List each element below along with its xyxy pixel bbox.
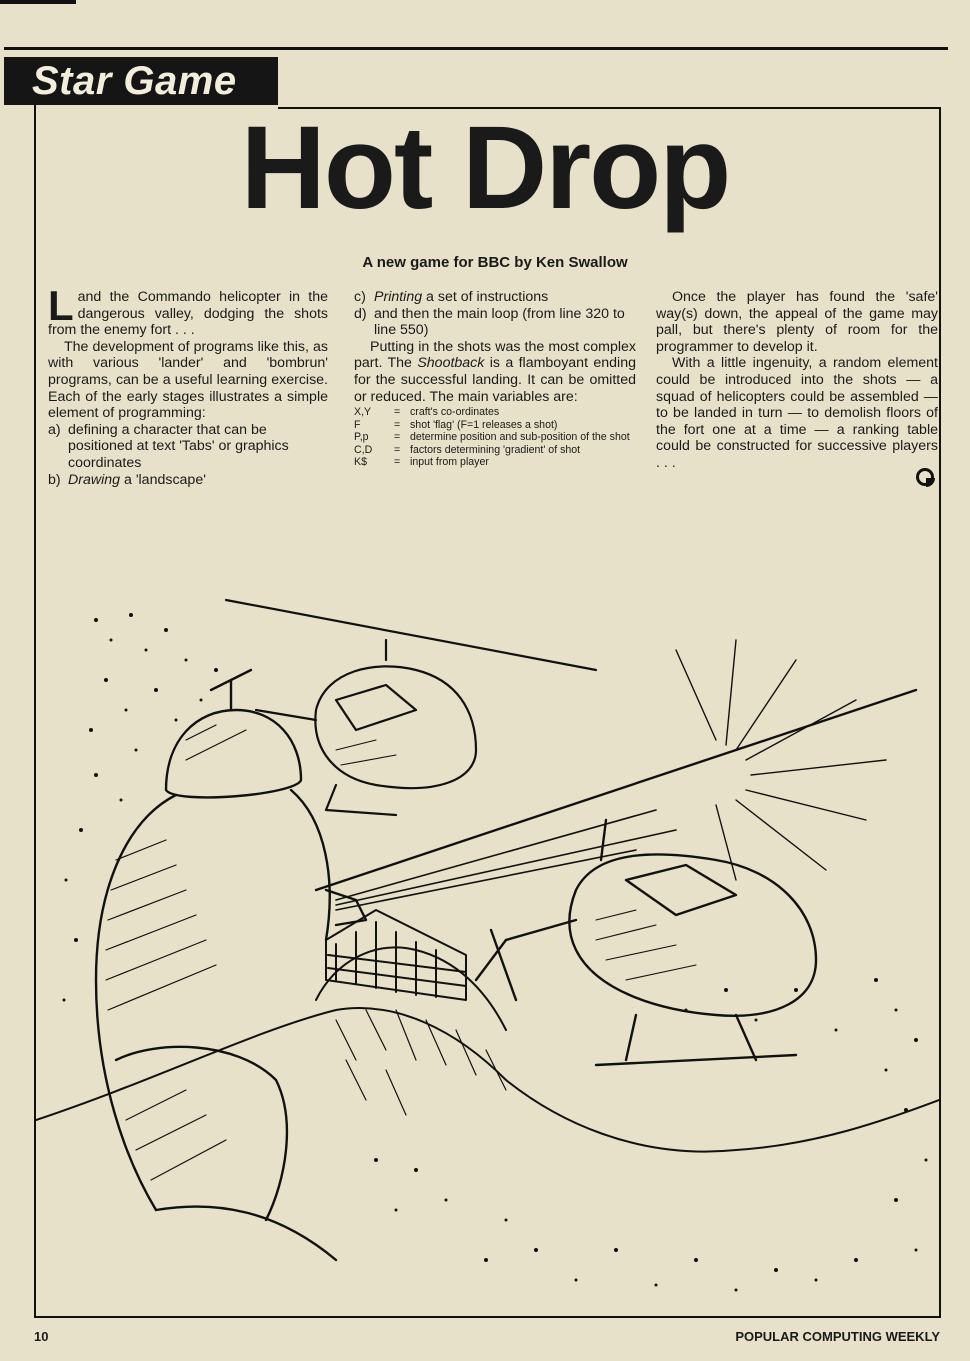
page-number: 10 (34, 1329, 49, 1344)
list-label: c) (354, 289, 366, 305)
end-mark-icon (916, 468, 934, 486)
frame-bottom-rule (34, 1316, 941, 1318)
drop-cap: L (48, 282, 74, 329)
list-item-d (354, 306, 636, 339)
list-text: a set of instructions (422, 289, 549, 305)
frame-right-rule (939, 107, 941, 1318)
helicopter-upper (226, 600, 596, 815)
shootback-emphasis: Shootback (417, 355, 485, 372)
dust-speckles (63, 613, 928, 1292)
rock-hatching (336, 1010, 506, 1115)
paragraph-1: The development of programs like this, as with various 'lander' and 'bombrun' programs, can be a useful learning exercise. Each of the early stages illustrates a simple element of programming: (48, 338, 328, 422)
list-text: a 'landscape' (120, 471, 206, 488)
variables-table (354, 406, 636, 469)
list-item-a (48, 422, 328, 472)
column-1 (48, 282, 328, 488)
column-3 (656, 289, 938, 472)
helicopter-illustration (36, 560, 939, 1316)
helicopter-hatching (336, 740, 696, 980)
section-tag: Star Game (4, 57, 278, 105)
variable-row: X,Y = craft's co-ordinates (354, 406, 500, 419)
top-rule (4, 47, 948, 50)
terrain-outline (36, 1008, 939, 1151)
list-emphasis: Drawing (68, 471, 121, 488)
list-label: b) (48, 471, 61, 488)
paragraph-3: Once the player has found the 'safe' way(s) down, the appeal of the game may pall, but there's plenty of room for the programmer to develop it. (656, 289, 938, 355)
variable-row: C,D = factors determining 'gradient' of shot (354, 443, 581, 456)
column-2 (354, 289, 636, 469)
helicopter-lower (316, 690, 916, 1065)
article-title: Hot Drop (240, 102, 730, 234)
list-text: defining a character that can be positioned at text 'Tabs' or graphics coordinates (68, 421, 289, 471)
gunfire-beams (336, 810, 676, 910)
magazine-name: POPULAR COMPUTING WEEKLY (735, 1329, 940, 1344)
soldier-hatching (106, 725, 246, 1180)
variable-row: F = shot 'flag' (F=1 releases a shot) (354, 418, 558, 431)
intro-paragraph (48, 282, 328, 339)
list-emphasis: Printing (374, 289, 423, 305)
list-item-c (354, 289, 636, 306)
list-item-b (48, 472, 328, 489)
list-text: and then the main loop (from line 320 to line 550) (374, 305, 625, 339)
corner-rule (0, 0, 76, 4)
byline: A new game for BBC by Ken Swallow (362, 254, 628, 271)
variable-row: P,p = determine position and sub-position of the shot (354, 431, 630, 444)
paragraph-2: Putting in the shots was the most complex part. The Shootback is a flamboyant ending for the successful landing. It can be omitted or reduced. The main variables are: (354, 338, 636, 405)
paragraph-4: With a little ingenuity, a random element could be introduced into the shots — a squad of helicopters could be assembled — to be landed in turn — to demolish floors of the fort one at a time — a ranking table could be constructed for successive players . . . (656, 355, 938, 471)
list-label: a) (48, 421, 61, 438)
list-label: d) (354, 305, 367, 322)
intro-text: and the Commando helicopter in the dangerous valley, dodging the shots from the enemy fort . . . (48, 289, 328, 339)
variable-row: K$ = input from player (354, 456, 489, 469)
